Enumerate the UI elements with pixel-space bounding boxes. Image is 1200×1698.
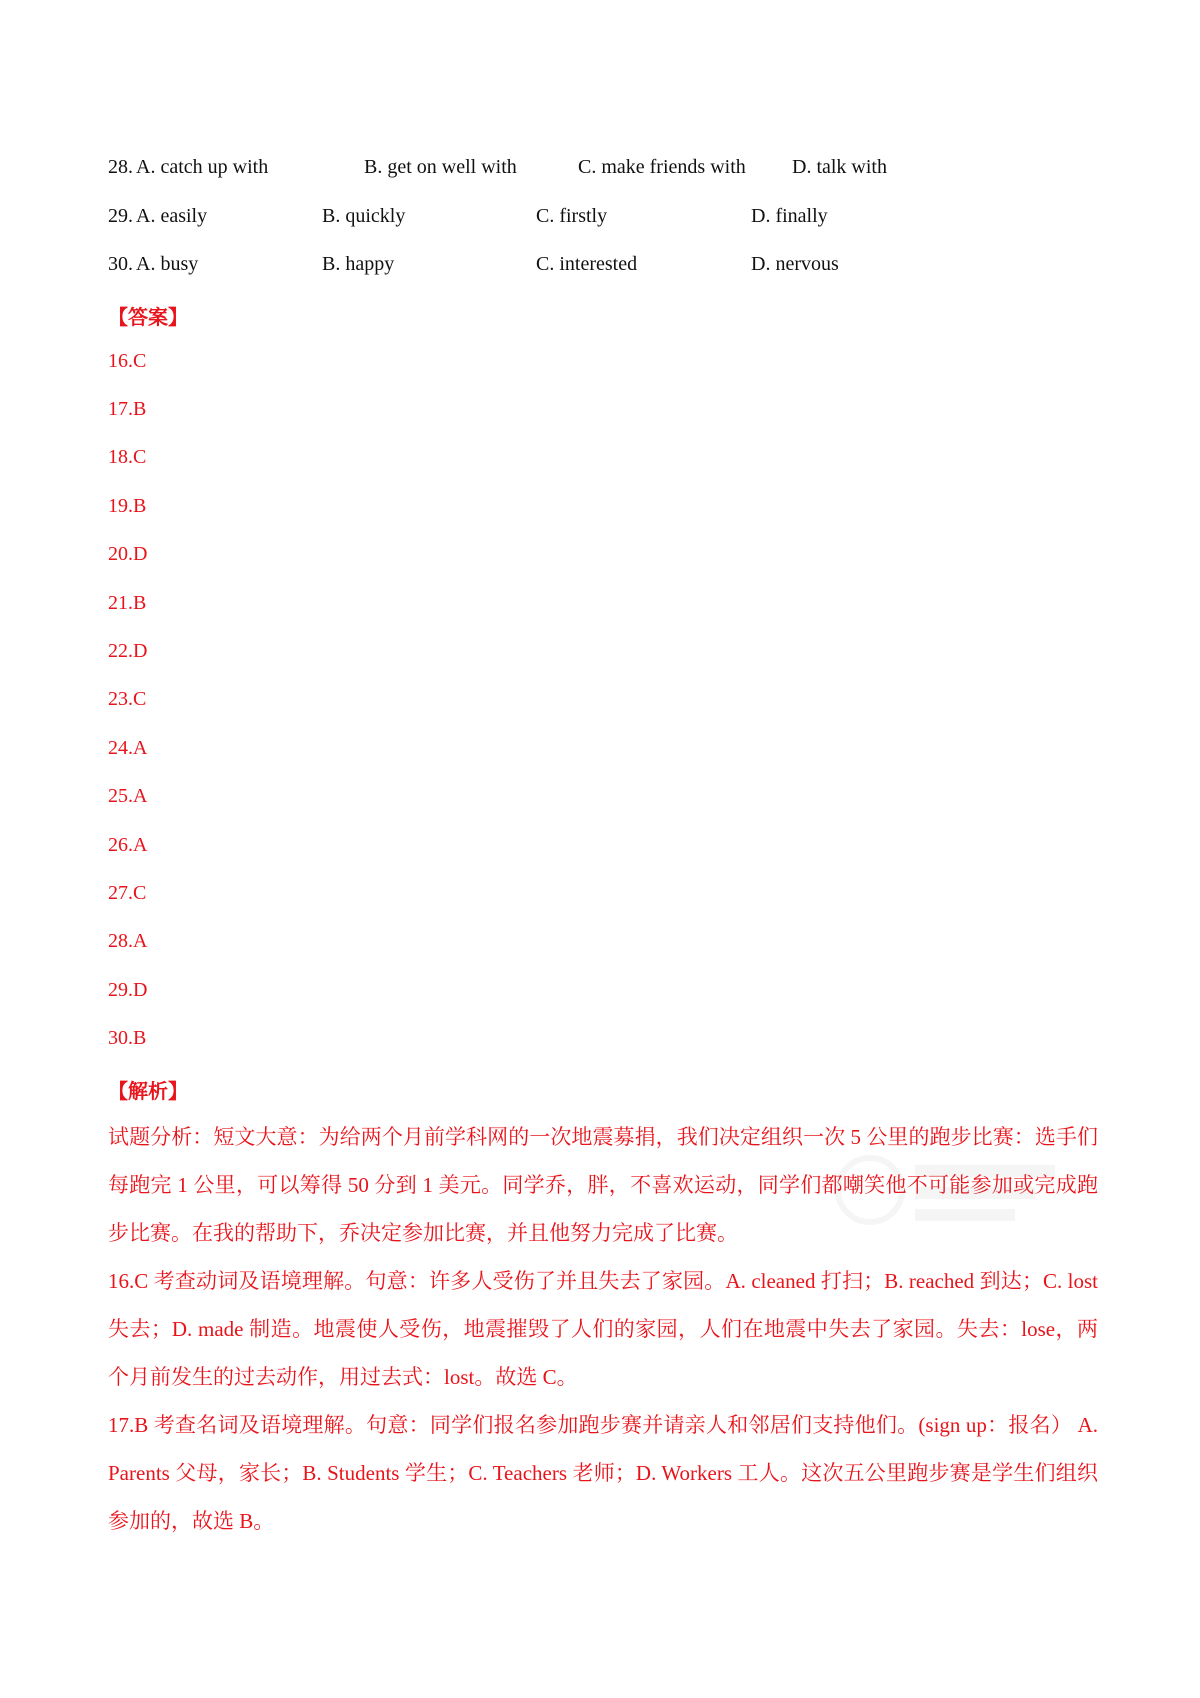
question-number: 29. xyxy=(108,205,133,227)
option-b: B. happy xyxy=(322,253,395,275)
option-a: A. catch up with xyxy=(136,156,269,178)
answer-item: 21.B xyxy=(108,592,147,614)
answer-item: 17.B xyxy=(108,398,147,420)
question-row xyxy=(108,205,1108,235)
analysis-item-17: 17.B 考查名词及语境理解。句意：同学们报名参加跑步赛并请亲人和邻居们支持他们。(sign up：报名） A. Parents 父母，家长；B. Students 学生；C. Teachers 老师；D. Workers 工人。这次五公里跑步赛是学生们组织参加的，故选 B。 xyxy=(108,1413,1098,1533)
option-b: B. quickly xyxy=(322,205,406,227)
option-d: D. nervous xyxy=(751,253,839,275)
answer-item: 27.C xyxy=(108,882,147,904)
question-number: 28. xyxy=(108,156,133,178)
answer-item: 19.B xyxy=(108,495,147,517)
analysis-item-16: 16.C 考查动词及语境理解。句意：许多人受伤了并且失去了家园。A. cleaned 打扫；B. reached 到达；C. lost 失去；D. made 制造。地震使人受伤，地震摧毁了人们的家园，人们在地震中失去了家园。失去：lose，两个月前发生的过去动作，用过去式：lost。故选 C。 xyxy=(108,1269,1098,1389)
option-a: A. easily xyxy=(136,205,208,227)
option-a: A. busy xyxy=(136,253,199,275)
option-c: C. interested xyxy=(536,253,638,275)
question-number: 30. xyxy=(108,253,133,275)
option-c: C. make friends with xyxy=(578,156,746,178)
answer-item: 16.C xyxy=(108,350,147,372)
answer-item: 28.A xyxy=(108,930,148,952)
answer-item: 29.D xyxy=(108,979,148,1001)
question-row xyxy=(108,156,1108,186)
option-b: B. get on well with xyxy=(364,156,517,178)
answer-item: 24.A xyxy=(108,737,148,759)
answer-item: 26.A xyxy=(108,834,148,856)
analysis-heading: 【解析】 xyxy=(108,1081,188,1103)
answer-item: 20.D xyxy=(108,543,148,565)
answer-item: 25.A xyxy=(108,785,148,807)
option-d: D. talk with xyxy=(792,156,887,178)
answer-item: 30.B xyxy=(108,1027,147,1049)
option-c: C. firstly xyxy=(536,205,608,227)
analysis-summary: 试题分析：短文大意：为给两个月前学科网的一次地震募捐，我们决定组织一次 5 公里的跑步比赛：选手们每跑完 1 公里，可以筹得 50 分到 1 美元。同学乔，胖，不喜欢运动，同学们都嘲笑他不可能参加或完成跑步比赛。在我的帮助下，乔决定参加比赛，并且他努力完成了比赛。 xyxy=(108,1125,1098,1245)
answer-heading: 【答案】 xyxy=(108,307,188,329)
answer-item: 22.D xyxy=(108,640,148,662)
answer-item: 23.C xyxy=(108,688,147,710)
question-row xyxy=(108,253,1108,283)
option-d: D. finally xyxy=(751,205,828,227)
answer-item: 18.C xyxy=(108,446,147,468)
